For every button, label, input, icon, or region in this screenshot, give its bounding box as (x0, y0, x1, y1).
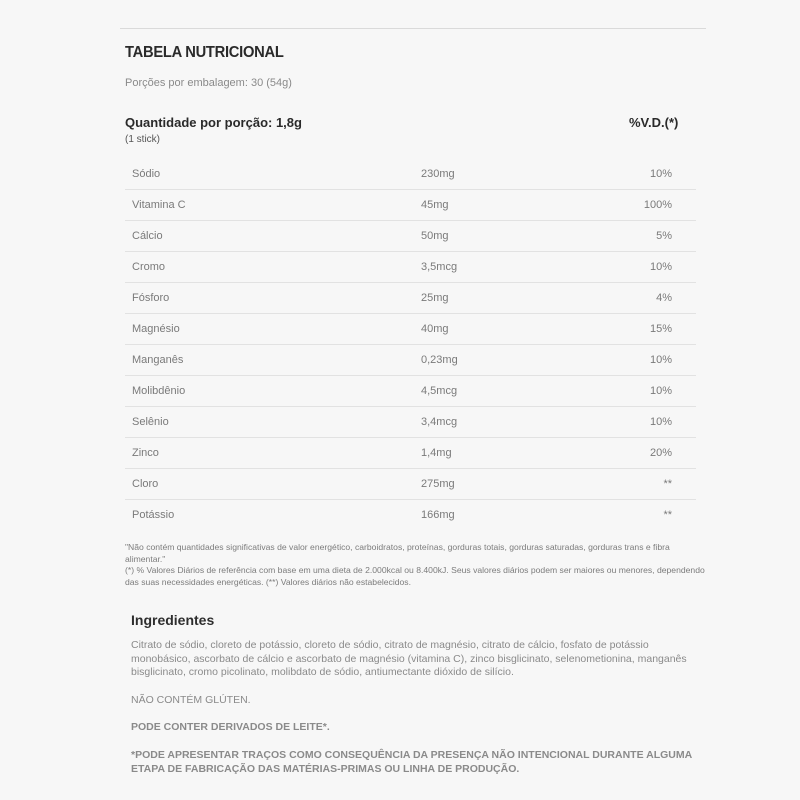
nutrient-amount: 25mg (421, 292, 449, 304)
nutrient-amount: 1,4mg (421, 447, 452, 459)
nutrient-amount: 0,23mg (421, 354, 458, 366)
nutrient-name: Vitamina C (132, 199, 186, 211)
page-title: TABELA NUTRICIONAL (125, 44, 284, 61)
nutrient-amount: 3,4mcg (421, 416, 458, 428)
nutrient-name: Zinco (132, 447, 159, 459)
traces-notice: *PODE APRESENTAR TRAÇOS COMO CONSEQUÊNCIA DA PRESENÇA NÃO INTENCIONAL DURANTE ALGUMA ETAPA DE FABRICAÇÃO DAS MATÉRIAS-PRIMAS OU LINHA DE PRODUÇÃO. (131, 749, 692, 775)
nutrient-daily-value: 10% (649, 385, 672, 397)
nutrient-name: Cálcio (132, 230, 163, 242)
nutrient-daily-value: 5% (656, 230, 672, 242)
nutrition-table (125, 159, 696, 530)
nutrient-name: Potássio (132, 509, 175, 521)
table-row (125, 314, 696, 345)
nutrient-amount: 3,5mcg (421, 261, 458, 273)
table-row (125, 469, 696, 500)
top-divider (120, 28, 706, 29)
nutrition-footnotes (125, 542, 705, 588)
nutrient-amount: 4,5mcg (421, 385, 458, 397)
daily-value-header: %V.D.(*) (629, 115, 679, 130)
table-row (125, 283, 696, 314)
servings-per-package: Porções por embalagem: 30 (54g) (125, 77, 292, 89)
table-row (125, 500, 696, 530)
table-row (125, 376, 696, 407)
nutrient-daily-value: 20% (649, 447, 672, 459)
table-row (125, 438, 696, 469)
nutrient-amount: 230mg (421, 168, 455, 180)
nutrient-name: Sódio (132, 168, 161, 180)
nutrient-name: Cromo (132, 261, 166, 273)
nutrient-daily-value: 4% (656, 292, 672, 304)
nutrient-daily-value: ** (663, 478, 672, 490)
nutrient-amount: 45mg (421, 199, 449, 211)
nutrient-amount: 166mg (421, 509, 455, 521)
nutrient-name: Selênio (132, 416, 169, 428)
milk-allergen-notice: PODE CONTER DERIVADOS DE LEITE*. (131, 721, 330, 733)
table-row (125, 252, 696, 283)
table-row (125, 407, 696, 438)
nutrient-amount: 40mg (421, 323, 449, 335)
nutrient-daily-value: 10% (649, 261, 672, 273)
nutrient-amount: 275mg (421, 478, 455, 490)
nutrient-daily-value: ** (663, 509, 672, 521)
nutrient-daily-value: 10% (649, 168, 672, 180)
footnote-daily-values: (*) % Valores Diários de referência com base em uma dieta de 2.000kcal ou 8.400kJ. Seus valores diários podem ser maiores ou menores, dependendo das suas necessidades energéticas. (**) Valores diários não estabelecidos. (125, 565, 705, 587)
nutrient-daily-value: 10% (649, 354, 672, 366)
nutrient-name: Magnésio (132, 323, 180, 335)
footnote-not-significant: "Não contém quantidades significativas de valor energético, carboidratos, proteínas, gorduras totais, gorduras saturadas, gorduras trans e fibra alimentar." (125, 542, 670, 564)
quantity-per-serving-label: Quantidade por porção: 1,8g (125, 115, 302, 130)
nutrient-daily-value: 100% (643, 199, 672, 211)
table-row (125, 221, 696, 252)
ingredients-list: Citrato de sódio, cloreto de potássio, cloreto de sódio, citrato de magnésio, citrato de cálcio, fosfato de potássio monobásico, ascorbato de cálcio e ascorbato de magnésio (vitamina C), zinco bisglicinato, selenometionina, manganês bisglicinato, cromo picolinato, molibdato de sódio, antiumectante dióxido de silício. (131, 639, 687, 678)
table-row (125, 190, 696, 221)
nutrient-name: Fósforo (132, 292, 170, 304)
gluten-notice: NÃO CONTÉM GLÚTEN. (131, 694, 251, 706)
nutrient-name: Manganês (132, 354, 184, 366)
nutrient-daily-value: 10% (649, 416, 672, 428)
nutrient-name: Molibdênio (132, 385, 186, 397)
nutrient-daily-value: 15% (649, 323, 672, 335)
nutrient-amount: 50mg (421, 230, 449, 242)
ingredients-title: Ingredientes (131, 612, 215, 628)
table-row (125, 345, 696, 376)
nutrient-name: Cloro (132, 478, 159, 490)
serving-unit-note: (1 stick) (125, 134, 160, 145)
table-row (125, 159, 696, 190)
